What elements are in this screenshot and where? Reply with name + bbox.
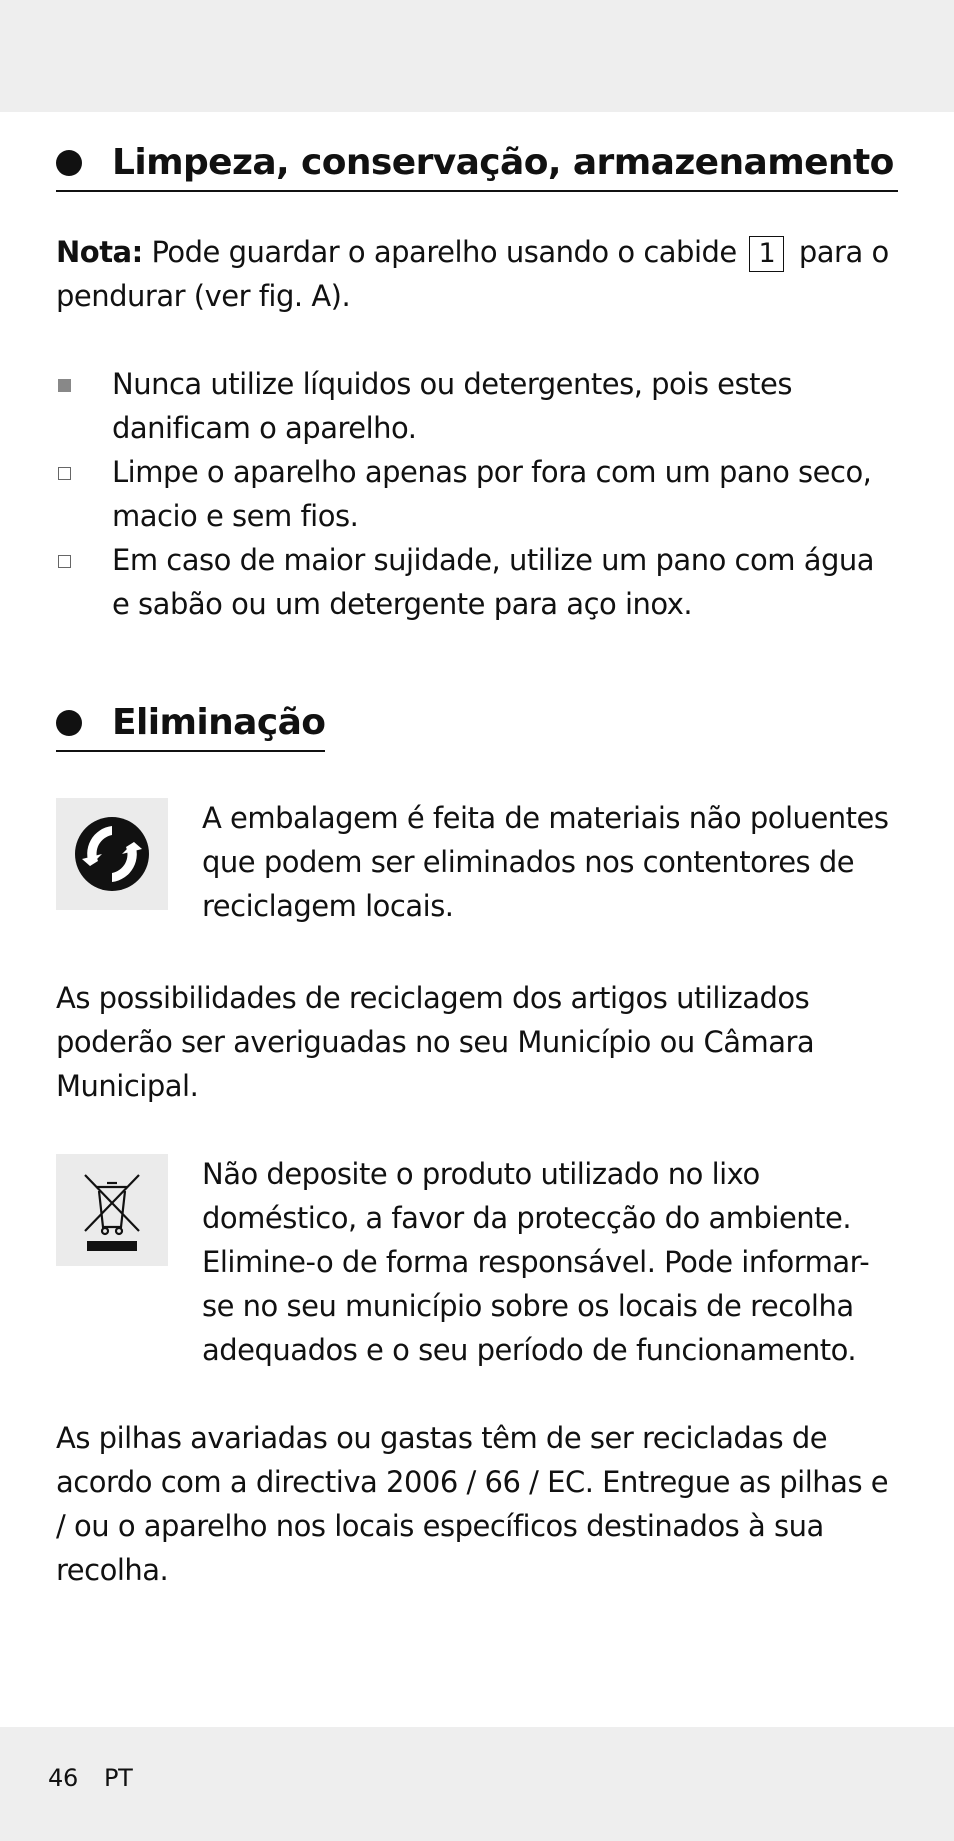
disposal-section xyxy=(56,700,898,1592)
bullet-text: Limpe o aparelho apenas por fora com um pano seco, macio e sem fios. xyxy=(112,455,872,533)
page-number: 46 xyxy=(48,1764,78,1792)
packaging-row xyxy=(56,796,898,928)
heading-bullet-icon xyxy=(56,150,82,176)
language-code: PT xyxy=(103,1764,133,1792)
disposal-heading-text: Eliminação xyxy=(112,702,326,743)
header-band xyxy=(0,0,954,112)
storage-note xyxy=(56,230,898,318)
list-item xyxy=(56,538,898,626)
crossed-out-bin-icon xyxy=(56,1154,168,1266)
weee-text: Não deposite o produto utilizado no lixo doméstico, a favor da protecção do ambiente. Elimine-o de forma responsável. Pode informar-se no seu município sobre os locais de recolha adequados e o seu período de funcionamento. xyxy=(202,1157,870,1367)
footer-band xyxy=(0,1727,954,1841)
filled-square-bullet-icon xyxy=(58,379,71,392)
bullet-text: Em caso de maior sujidade, utilize um pano com água e sabão ou um detergente para aço inox. xyxy=(112,543,875,621)
green-dot-recycling-icon xyxy=(56,798,168,910)
open-square-bullet-icon xyxy=(58,555,71,568)
weee-row xyxy=(56,1152,898,1372)
batteries-text: As pilhas avariadas ou gastas têm de ser recicladas de acordo com a directiva 2006 / 66 / EC. Entregue as pilhas e / ou o aparelho nos locais específicos destinados à sua recolha. xyxy=(56,1421,889,1587)
note-text-after: para o pendurar (ver fig. A). xyxy=(56,235,889,313)
recycling-text: As possibilidades de reciclagem dos artigos utilizados poderão ser averiguadas no seu Município ou Câmara Municipal. xyxy=(56,981,815,1103)
packaging-text: A embalagem é feita de materiais não poluentes que podem ser eliminados nos contentores de reciclagem locais. xyxy=(202,801,889,923)
hanger-reference-number: 1 xyxy=(749,236,784,272)
page-content xyxy=(56,112,898,1592)
list-item xyxy=(56,362,898,450)
page-footer xyxy=(48,1762,133,1794)
note-text-before: Pode guardar o aparelho usando o cabide xyxy=(142,235,746,269)
bullet-text: Nunca utilize líquidos ou detergentes, pois estes danificam o aparelho. xyxy=(112,367,792,445)
cleaning-heading xyxy=(56,140,898,192)
list-item xyxy=(56,450,898,538)
disposal-heading xyxy=(56,700,325,752)
heading-bullet-icon xyxy=(56,710,82,736)
note-label: Nota: xyxy=(56,235,143,269)
cleaning-heading-text: Limpeza, conservação, armazenamento xyxy=(112,142,894,183)
cleaning-bullet-list xyxy=(56,362,898,626)
open-square-bullet-icon xyxy=(58,467,71,480)
